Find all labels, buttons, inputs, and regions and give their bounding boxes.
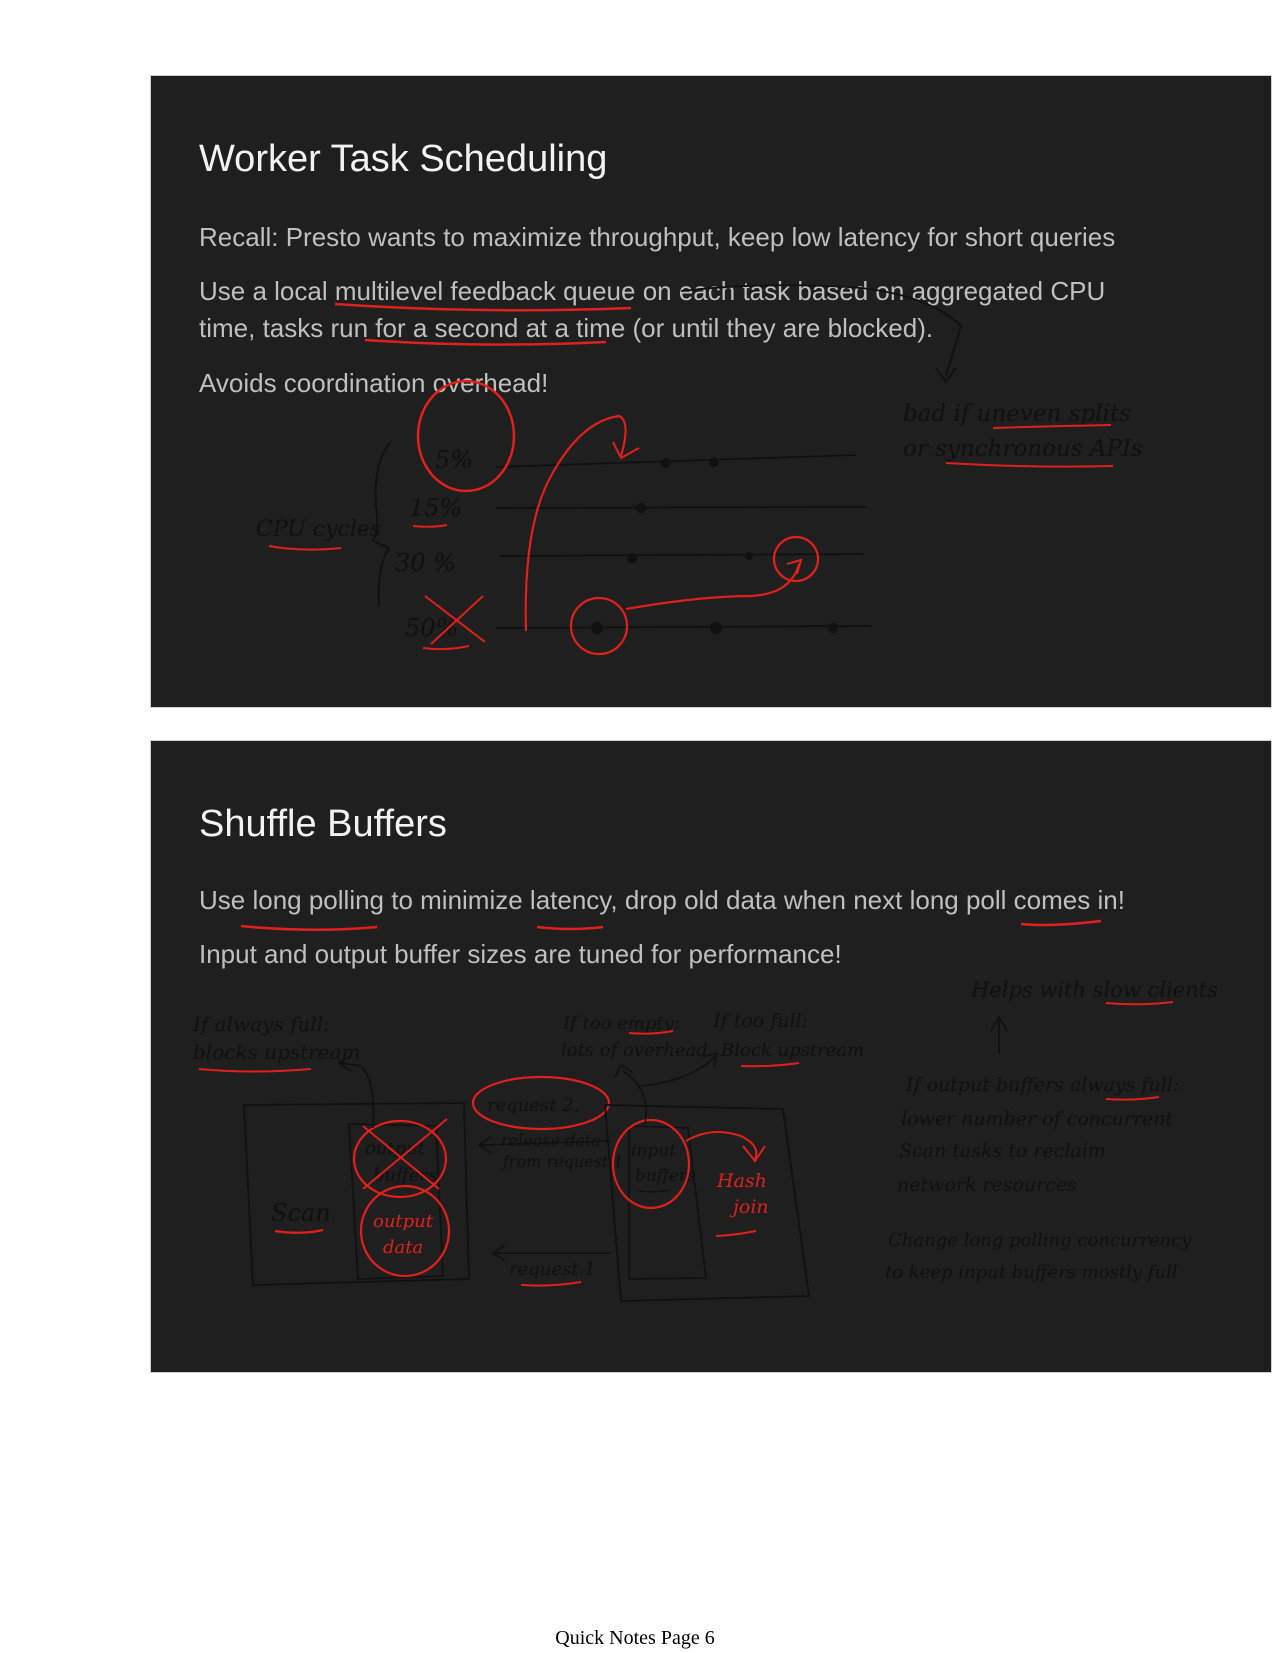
cpu-cycles-label: CPU cycles: [256, 517, 382, 542]
output-buffers-label-1: output: [365, 1138, 426, 1159]
hash-join-label-2: join: [733, 1196, 769, 1218]
page-footer: Quick Notes Page 6: [555, 1627, 715, 1649]
input-buffers-label-2: buffers: [635, 1166, 696, 1186]
slide-shuffle-buffers: [151, 741, 1271, 1372]
helps-note: Helps with slow clients: [971, 978, 1218, 1002]
output-data-label-1: output: [373, 1211, 434, 1232]
input-buffers-label-1: input: [631, 1141, 677, 1161]
request-1-label: request 1: [509, 1259, 596, 1280]
buffer-sizes-paragraph: Input and output buffer sizes are tuned for performance!: [199, 939, 842, 969]
too-empty-note-2: lots of overhead: [561, 1040, 708, 1061]
too-full-note-1: If too full:: [713, 1010, 808, 1032]
change-note-2: to keep input buffers mostly full: [885, 1262, 1178, 1283]
too-full-note-2: Block upstream: [721, 1040, 865, 1061]
release-label-2: from request 1: [503, 1152, 624, 1171]
change-note-1: Change long polling concurrency: [888, 1230, 1192, 1251]
too-empty-note-1: If too empty:: [563, 1013, 680, 1034]
slide-title: Worker Task Scheduling: [199, 138, 608, 180]
output-data-label-2: data: [383, 1237, 424, 1258]
release-label-1: release data: [501, 1131, 601, 1150]
always-full-note-2: blocks upstream: [193, 1040, 361, 1064]
level-5: 5%: [435, 446, 474, 474]
level-15: 15%: [409, 494, 463, 522]
hash-join-label-1: Hash: [717, 1170, 767, 1192]
mlfq-paragraph-line1: Use a local multilevel feedback queue on each task based on aggregated CPU: [199, 276, 1106, 306]
slide-worker-task-scheduling: [151, 76, 1271, 707]
output-full-note-2: lower number of concurrent: [901, 1108, 1174, 1130]
output-buffers-label-2: buffers: [373, 1165, 438, 1186]
long-polling-paragraph: Use long polling to minimize latency, drop old data when next long poll comes in!: [199, 885, 1125, 915]
output-full-note-1: If output buffers always full:: [906, 1074, 1180, 1096]
output-full-note-4: network resources: [897, 1174, 1077, 1196]
recall-paragraph: Recall: Presto wants to maximize throughput, keep low latency for short queries: [199, 222, 1116, 252]
scheduling-ink-annotations: [151, 76, 1271, 707]
slide-title: Shuffle Buffers: [199, 803, 447, 845]
level-50: 50%: [405, 614, 459, 642]
bad-if-note-line1: bad if uneven splits: [903, 401, 1131, 427]
mlfq-paragraph-line2: time, tasks run for a second at a time (or until they are blocked).: [199, 313, 934, 343]
bad-if-note-line2: or synchronous APIs: [903, 436, 1143, 462]
output-full-note-3: Scan tasks to reclaim: [899, 1140, 1106, 1162]
request-2-label: request 2,: [487, 1095, 580, 1116]
shuffle-ink-annotations: [151, 741, 1271, 1372]
coordination-paragraph: Avoids coordination overhead!: [199, 368, 549, 398]
always-full-note-1: If always full:: [193, 1012, 330, 1036]
scan-label: Scan: [271, 1199, 331, 1227]
level-30: 30 %: [395, 549, 456, 577]
